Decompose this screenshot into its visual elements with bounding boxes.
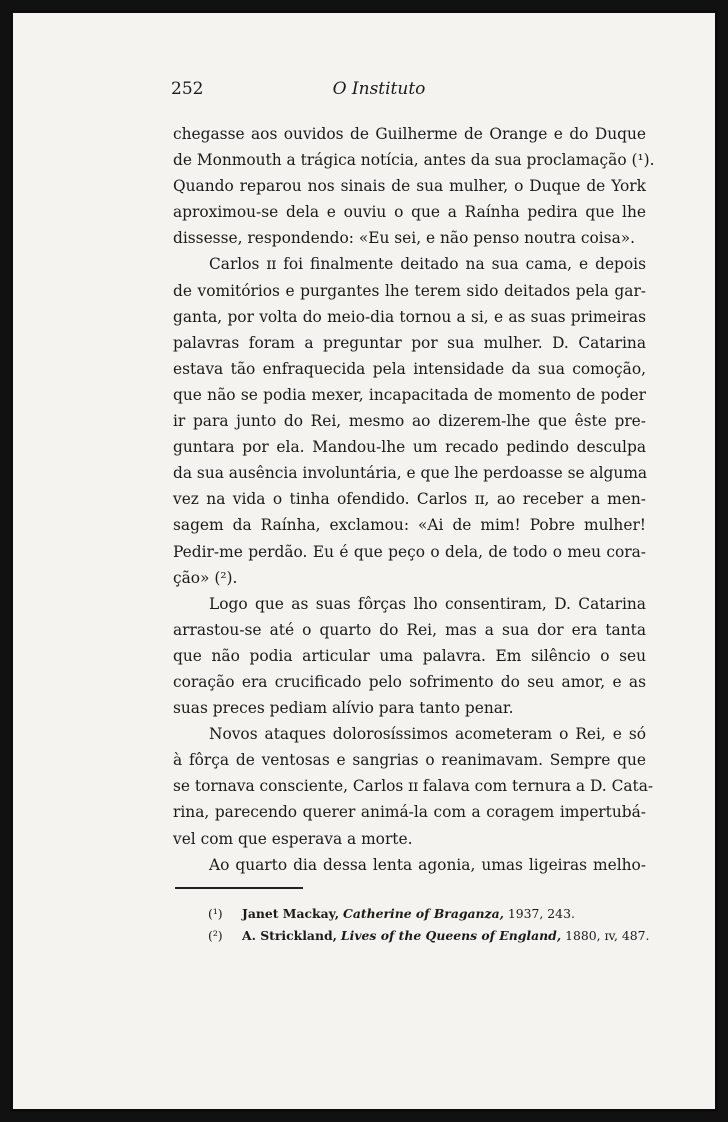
text-line: palavras foram a preguntar por sua mulher. D. Catarina bbox=[173, 333, 646, 352]
text-line: arrastou-se até o quarto do Rei, mas a sua dor era tanta bbox=[173, 620, 646, 639]
journal-title: O Instituto bbox=[332, 79, 426, 99]
text-line: ir para junto do Rei, mesmo ao dizerem-lhe que êste pre- bbox=[173, 412, 646, 431]
footnote-1 bbox=[208, 903, 648, 925]
footnote-reference: 1880, ɪv, 487. bbox=[565, 928, 650, 943]
footnote-author: A. Strickland, bbox=[241, 928, 337, 943]
text-line: Ao quarto dia dessa lenta agonia, umas ligeiras melho- bbox=[209, 855, 646, 874]
footnote-author: Janet Mackay, bbox=[241, 906, 340, 921]
text-line: chegasse aos ouvidos de Guilherme de Orange e do Duque bbox=[173, 125, 646, 143]
text-line: Logo que as suas fôrças lho consentiram, D. Catarina bbox=[209, 594, 646, 613]
page-number: 252 bbox=[171, 79, 204, 99]
text-line: sagem da Raínha, exclamou: «Ai de mim! Pobre mulher! bbox=[173, 516, 646, 535]
footnote-title: Lives of the Queens of England, bbox=[340, 928, 562, 943]
footnote-mark: (¹) bbox=[208, 906, 223, 921]
footnotes bbox=[208, 903, 648, 947]
footnote-reference: 1937, 243. bbox=[507, 906, 575, 921]
text-line: de Monmouth a trágica notícia, antes da sua proclamação (¹). bbox=[173, 151, 655, 170]
text-line: coração era crucificado pelo sofrimento do seu amor, e as bbox=[173, 672, 646, 691]
text-line: aproximou-se dela e ouviu o que a Raínha pedira que lhe bbox=[173, 203, 646, 222]
text-line: rina, parecendo querer animá-la com a coragem impertubá- bbox=[173, 803, 646, 822]
text-line: à fôrça de ventosas e sangrias o reanimavam. Sempre que bbox=[173, 751, 646, 770]
text-line: dissesse, respondendo: «Eu sei, e não penso noutra coisa». bbox=[173, 229, 636, 248]
text-line: que não se podia mexer, incapacitada de momento de poder bbox=[173, 385, 646, 404]
footnote-title: Catherine of Braganza, bbox=[342, 906, 504, 921]
text-line: que não podia articular uma palavra. Em silêncio o seu bbox=[173, 646, 646, 665]
footnote-2 bbox=[208, 925, 648, 947]
text-line: Quando reparou nos sinais de sua mulher, o Duque de York bbox=[173, 177, 646, 196]
footnote-divider bbox=[175, 887, 303, 889]
book-page bbox=[10, 10, 718, 1112]
text-line: ganta, por volta do meio-dia tornou a si, e as suas primeiras bbox=[173, 307, 646, 326]
text-line: guntara por ela. Mandou-lhe um recado pedindo desculpa bbox=[173, 438, 646, 457]
text-line: Carlos ɪɪ foi finalmente deitado na sua cama, e depois bbox=[209, 255, 646, 274]
body-text bbox=[173, 121, 655, 878]
text-line: Novos ataques dolorosíssimos acometeram o Rei, e só bbox=[209, 725, 646, 744]
text-line: suas preces pediam alívio para tanto penar. bbox=[173, 699, 514, 718]
text-line: ção» (²). bbox=[173, 568, 238, 587]
running-head bbox=[13, 79, 715, 107]
text-line: Pedir-me perdão. Eu é que peço o dela, de todo o meu cora- bbox=[173, 542, 646, 561]
text-line: se tornava consciente, Carlos ɪɪ falava com ternura a D. Cata- bbox=[173, 777, 654, 796]
text-line: de vomitórios e purgantes lhe terem sido deitados pela gar- bbox=[173, 281, 646, 300]
text-line: vez na vida o tinha ofendido. Carlos ɪɪ, ao receber a men- bbox=[173, 490, 646, 509]
text-line: da sua ausência involuntária, e que lhe perdoasse se alguma bbox=[173, 464, 648, 483]
text-line: estava tão enfraquecida pela intensidade da sua comoção, bbox=[173, 359, 646, 378]
footnote-mark: (²) bbox=[208, 928, 223, 943]
text-line: vel com que esperava a morte. bbox=[173, 829, 413, 848]
